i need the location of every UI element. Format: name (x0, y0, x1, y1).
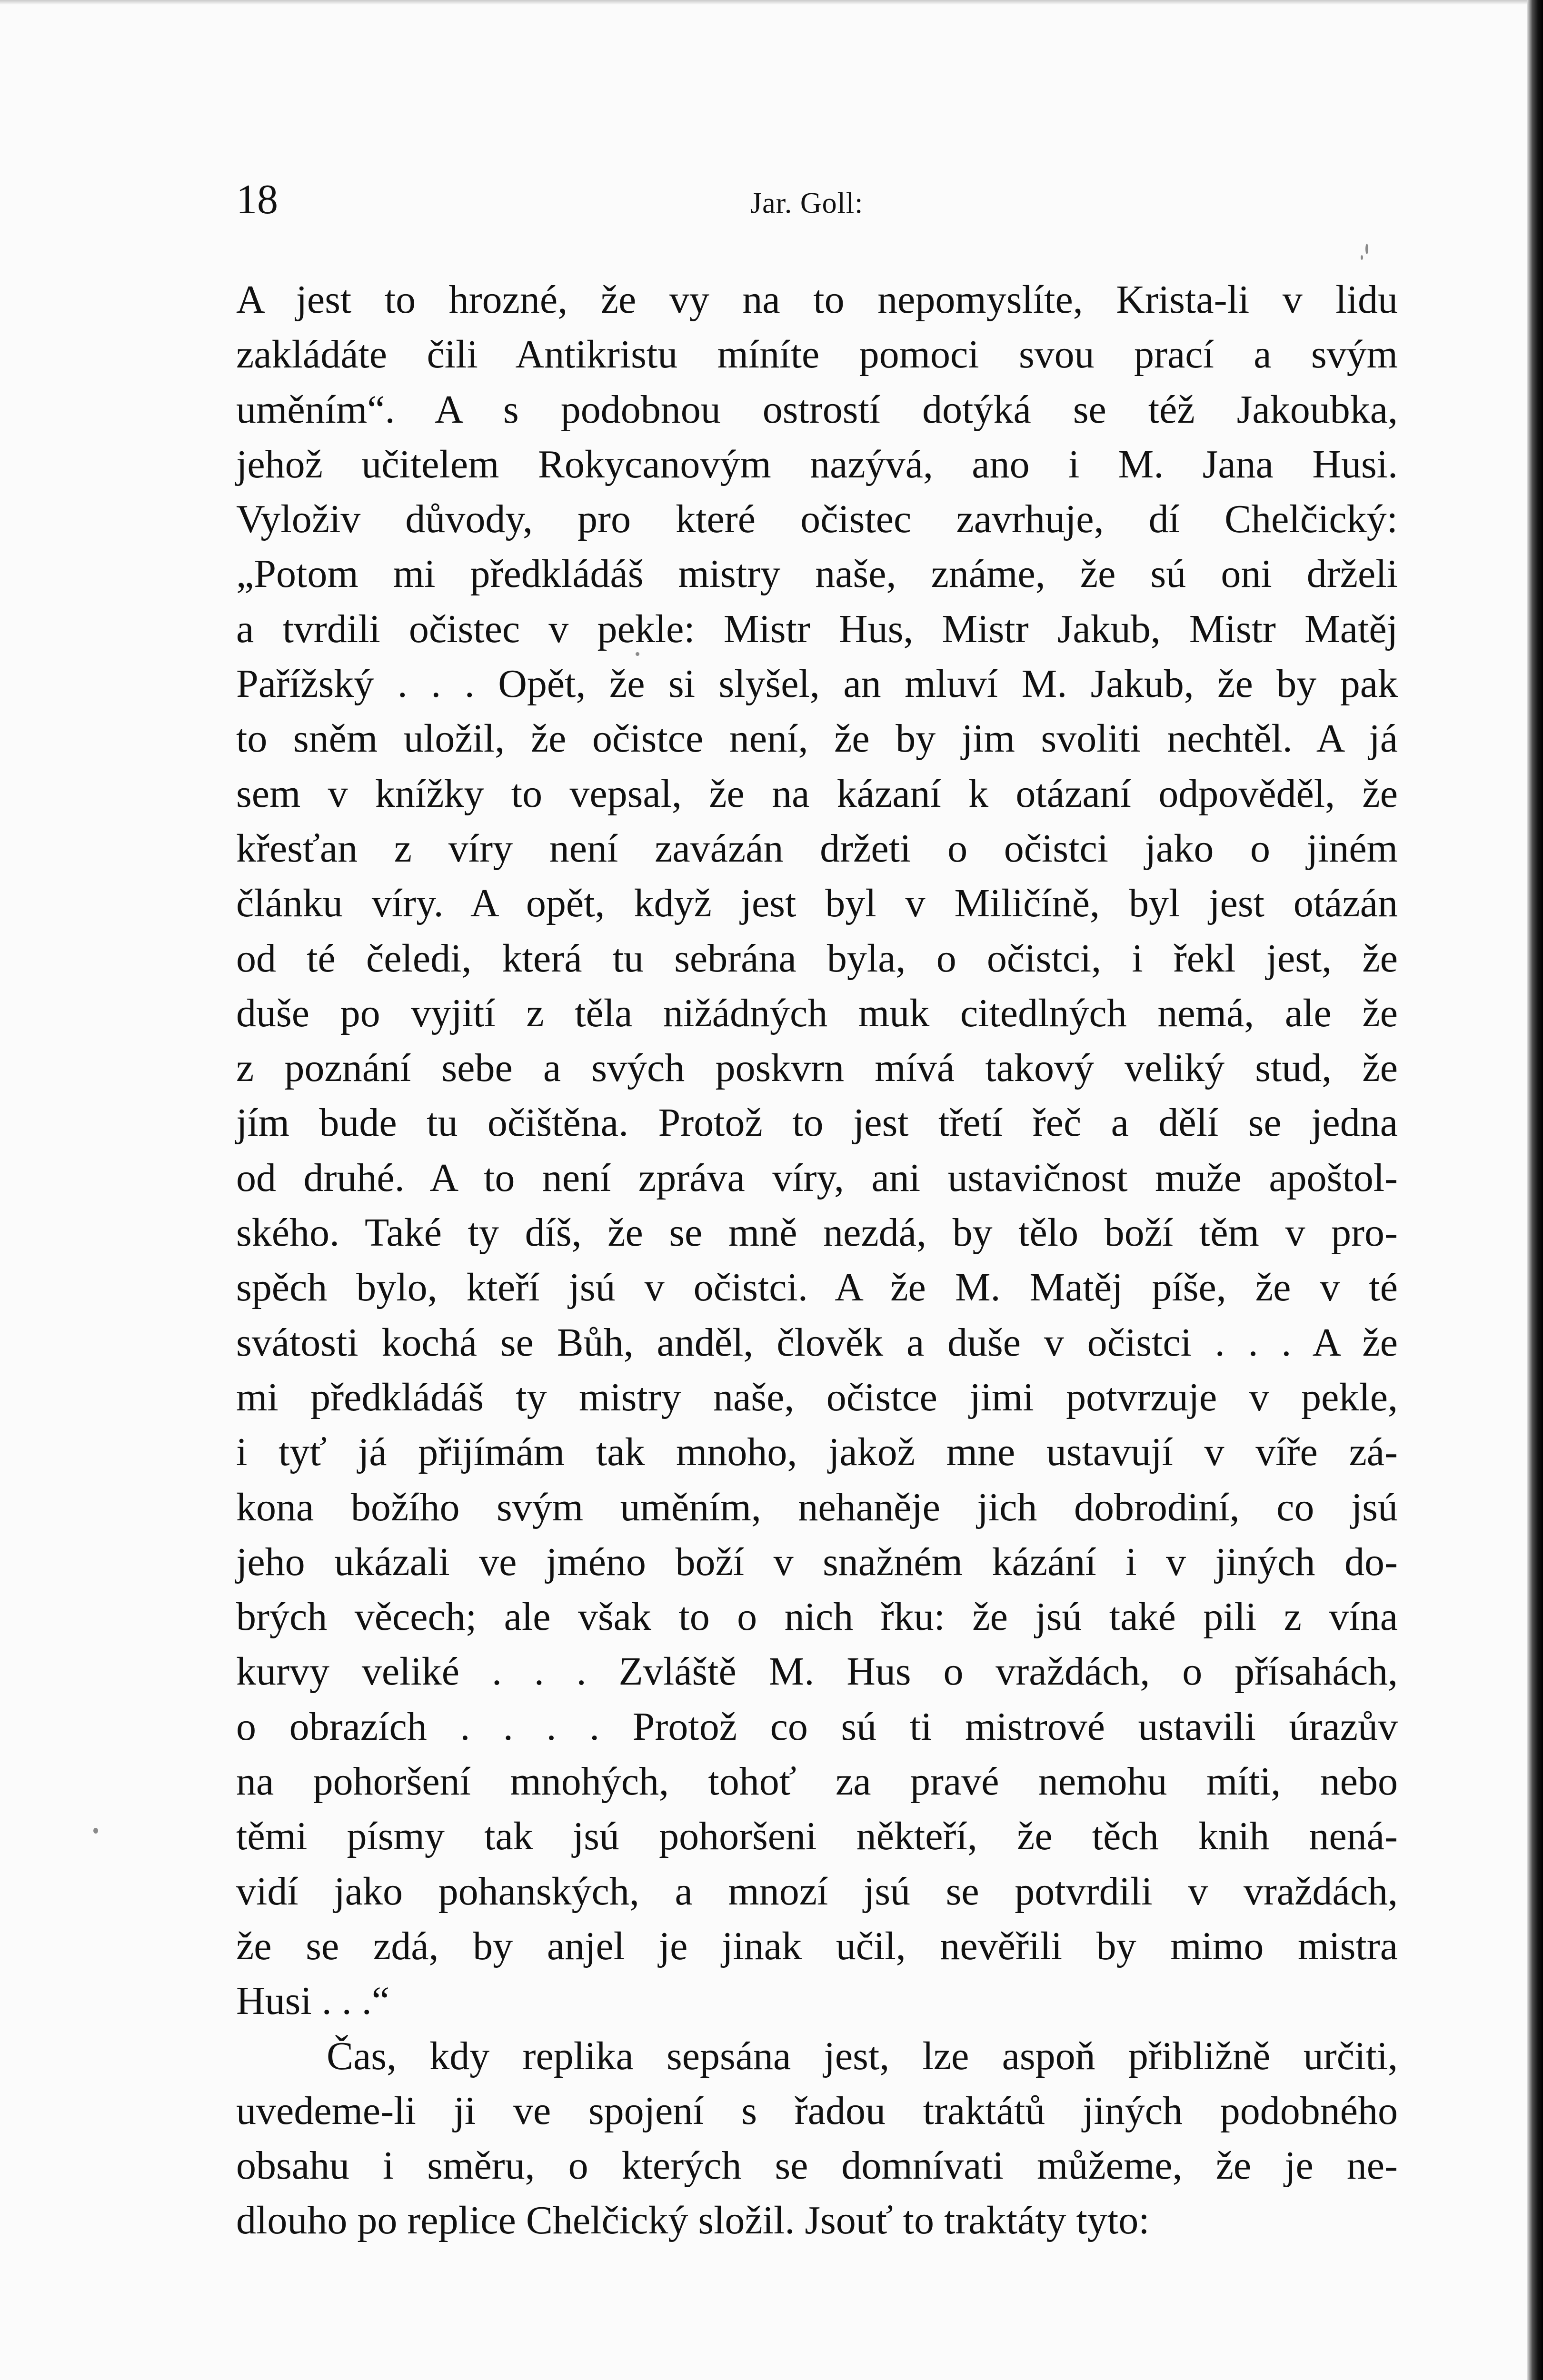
text-line: svátosti kochá se Bůh, anděl, člověk a duše v očistci . . . A že (236, 1320, 1398, 1365)
body-text (236, 272, 1398, 2248)
text-line: ského. Také ty díš, že se mně nezdá, by tělo boží těm v pro- (236, 1210, 1398, 1255)
text-line: to sněm uložil, že očistce není, že by jim svoliti nechtěl. A já (236, 716, 1398, 761)
scan-right-edge (1527, 0, 1543, 2380)
text-line: jeho ukázali ve jméno boží v snažném kázání i v jiných do- (236, 1539, 1398, 1584)
running-title: Jar. Goll: (750, 187, 864, 219)
text-line: že se zdá, by anjel je jinak učil, nevěřili by mimo mistra (236, 1924, 1398, 1968)
text-line: duše po vyjití z těla nižádných muk citedlných nemá, ale že (236, 991, 1398, 1035)
text-line: brých věcech; ale však to o nich řku: že jsú také pili z vína (236, 1595, 1398, 1639)
scan-speck (1365, 244, 1368, 254)
text-line: na pohoršení mnohých, tohoť za pravé nemohu míti, nebo (236, 1759, 1398, 1804)
text-line: mi předkládáš ty mistry naše, očistce jimi potvrzuje v pekle, (236, 1375, 1398, 1419)
scan-top-edge (0, 0, 1543, 5)
text-line: uvedeme-li ji ve spojení s řadou traktátů jiných podobného (236, 2088, 1398, 2133)
text-line: článku víry. A opět, když jest byl v Miličíně, byl jest otázán (236, 881, 1398, 926)
paragraph (236, 272, 1398, 2029)
text-line: kona božího svým uměním, nehaněje jich dobrodiní, co jsú (236, 1485, 1398, 1529)
text-line: křesťan z víry není zavázán držeti o očistci jako o jiném (236, 826, 1398, 871)
paragraph (236, 2029, 1398, 2248)
text-line: od druhé. A to není zpráva víry, ani ustavičnost muže apoštol- (236, 1155, 1398, 1200)
text-line: o obrazích . . . . Protož co sú ti mistrové ustavili úrazův (236, 1704, 1398, 1749)
text-line: a tvrdili očistec v pekle: Mistr Hus, Mistr Jakub, Mistr Matěj (236, 606, 1398, 651)
running-head (236, 171, 1398, 228)
text-line: A jest to hrozné, že vy na to nepomyslíte, Krista-li v lidu (236, 278, 1398, 322)
text-line: sem v knížky to vepsal, že na kázaní k otázaní odpověděl, že (236, 771, 1398, 816)
text-line: od té čeledi, která tu sebrána byla, o očistci, i řekl jest, že (236, 936, 1398, 981)
text-line: „Potom mi předkládáš mistry naše, známe, že sú oni drželi (236, 552, 1398, 596)
scan-speck (93, 1828, 98, 1834)
text-line: obsahu i směru, o kterých se domnívati můžeme, že je ne- (236, 2143, 1398, 2188)
scan-speck (1361, 255, 1363, 260)
text-line: jehož učitelem Rokycanovým nazývá, ano i M. Jana Husi. (236, 442, 1398, 486)
text-line: těmi písmy tak jsú pohoršeni někteří, že těch knih nená- (236, 1814, 1398, 1859)
text-line: z poznání sebe a svých poskvrn mívá takový veliký stud, že (236, 1046, 1398, 1091)
text-line: Vyloživ důvody, pro které očistec zavrhuje, dí Chelčický: (236, 497, 1398, 542)
text-line: zakládáte čili Antikristu míníte pomoci svou prací a svým (236, 332, 1398, 377)
text-line: Husi . . .“ (236, 1979, 389, 2023)
text-line: uměním“. A s podobnou ostrostí dotýká se též Jakoubka, (236, 387, 1398, 432)
text-line: vidí jako pohanských, a mnozí jsú se potvrdili v vraždách, (236, 1869, 1398, 1914)
text-line: dlouho po replice Chelčický složil. Jsouť to traktáty tyto: (236, 2198, 1150, 2243)
text-line: kurvy veliké . . . Zvláště M. Hus o vraždách, o přísahách, (236, 1649, 1398, 1694)
page-number: 18 (236, 177, 278, 223)
text-line: Čas, kdy replika sepsána jest, lze aspoň přibližně určiti, (327, 2033, 1398, 2078)
text-line: Pařížský . . . Opět, že si slyšel, an mluví M. Jakub, že by pak (236, 662, 1398, 706)
text-line: i tyť já přijímám tak mnoho, jakož mne ustavují v víře zá- (236, 1430, 1398, 1475)
text-line: jím bude tu očištěna. Protož to jest třetí řeč a dělí se jedna (236, 1101, 1398, 1145)
text-line: spěch bylo, kteří jsú v očistci. A že M. Matěj píše, že v té (236, 1265, 1398, 1310)
